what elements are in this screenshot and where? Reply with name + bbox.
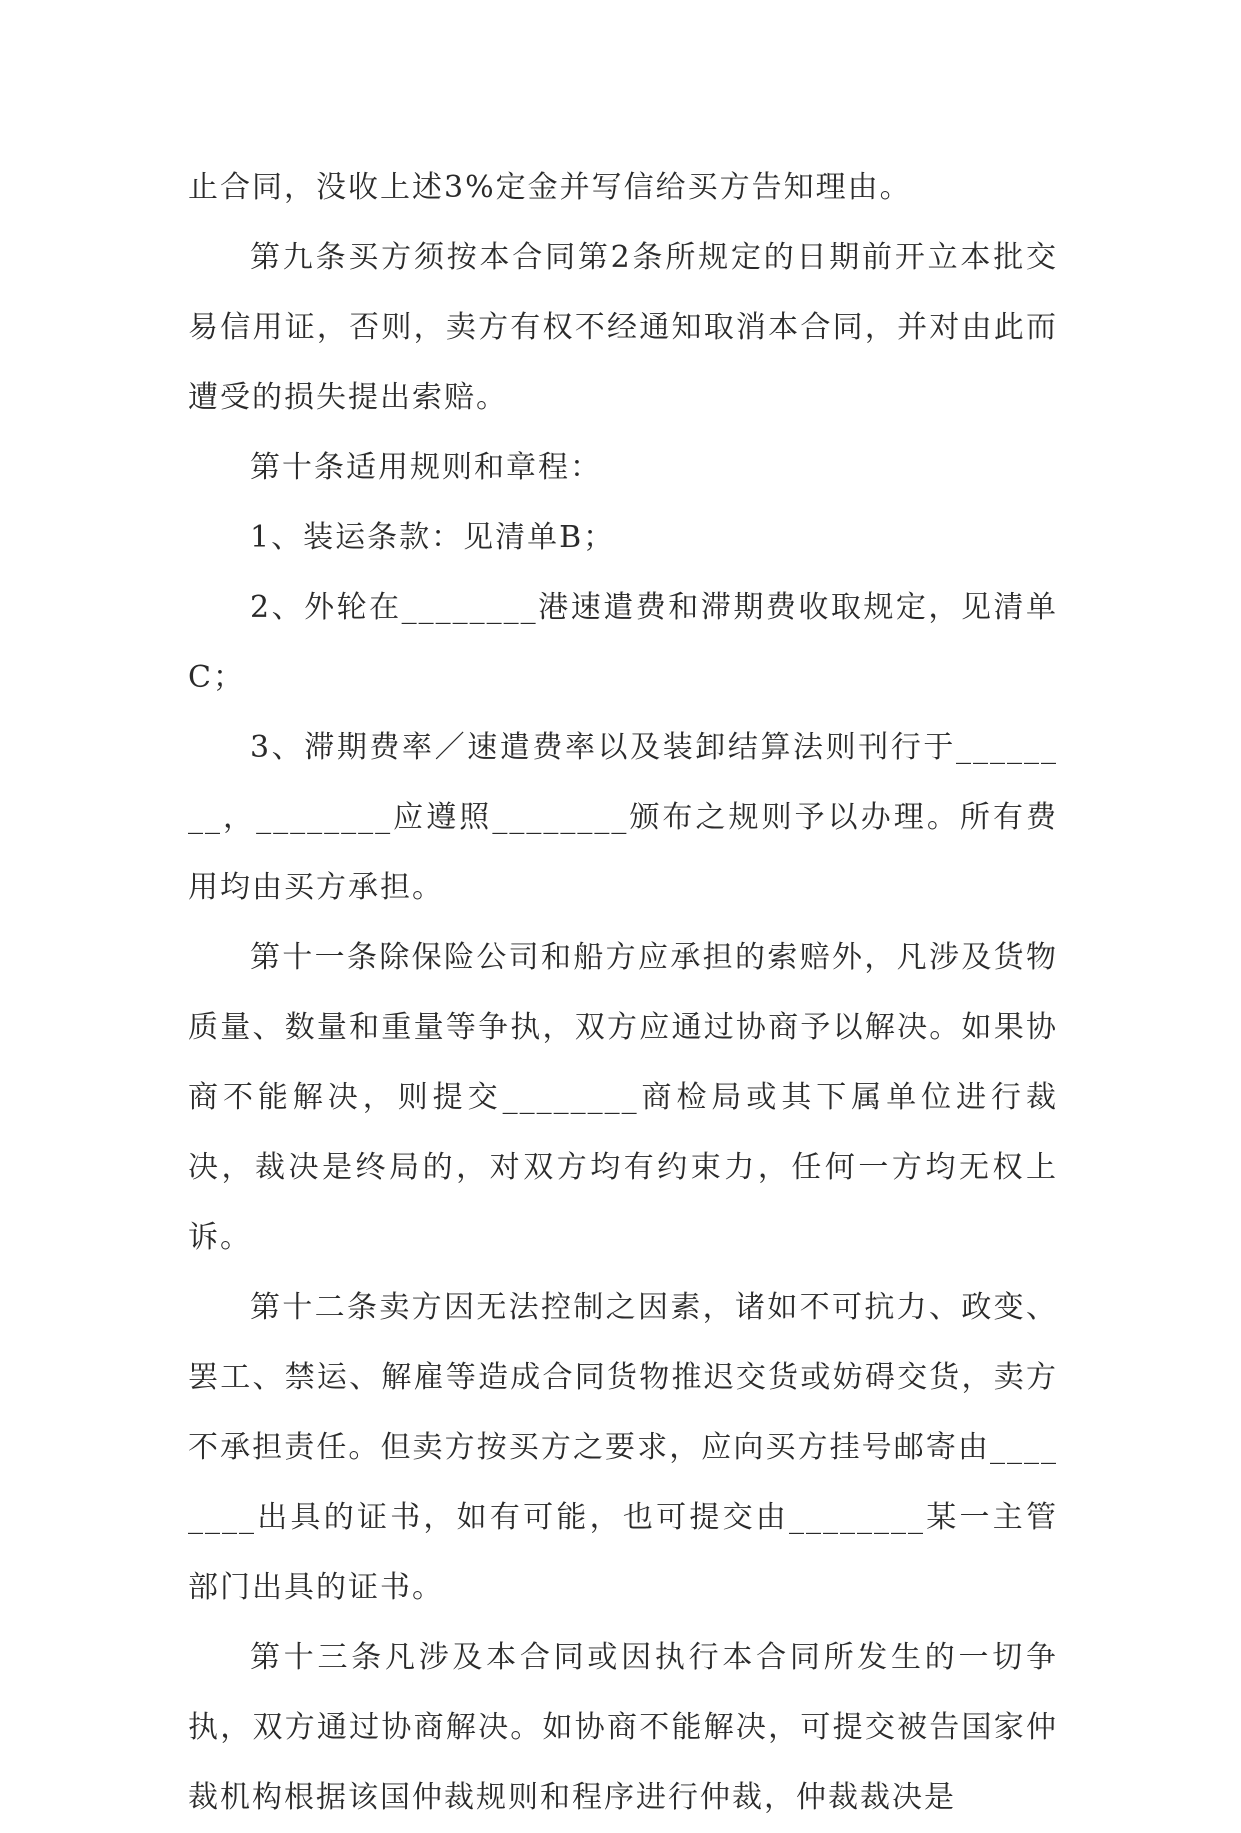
paragraph-article-12: 第十二条卖方因无法控制之因素，诸如不可抗力、政变、罢工、禁运、解雇等造成合同货物推迟交货或妨碍交货，卖方不承担责任。但卖方按买方之要求，应向买方挂号邮寄由________出具的证书，如有可能，也可提交由________某一主管部门出具的证书。 [188,1290,1058,1605]
paragraph-article-13: 第十三条凡涉及本合同或因执行本合同所发生的一切争执，双方通过协商解决。如协商不能解决，可提交被告国家仲裁机构根据该国仲裁规则和程序进行仲裁，仲裁裁决是 [188,1640,1058,1815]
paragraph-item-1: 1、装运条款：见清单B； [250,520,616,555]
paragraph-item-3: 3、滞期费率／速遣费率以及装卸结算法则刊行于________，________应遵照________颁布之规则予以办理。所有费用均由买方承担。 [188,730,1058,905]
paragraph-article-10: 第十条适用规则和章程： [250,450,602,485]
paragraph-continuation: 止合同，没收上述3%定金并写信给买方告知理由。 [188,170,912,205]
paragraph-item-2: 2、外轮在________港速遣费和滞期费收取规定，见清单C； [188,590,1058,695]
paragraph-article-11: 第十一条除保险公司和船方应承担的索赔外，凡涉及货物质量、数量和重量等争执，双方应通过协商予以解决。如果协商不能解决，则提交________商检局或其下属单位进行裁决，裁决是终局的，对双方均有约束力，任何一方均无权上诉。 [188,940,1058,1255]
contract-body [188,153,1058,1833]
paragraph-article-9: 第九条买方须按本合同第2条所规定的日期前开立本批交易信用证，否则，卖方有权不经通知取消本合同，并对由此而遭受的损失提出索赔。 [188,240,1058,415]
